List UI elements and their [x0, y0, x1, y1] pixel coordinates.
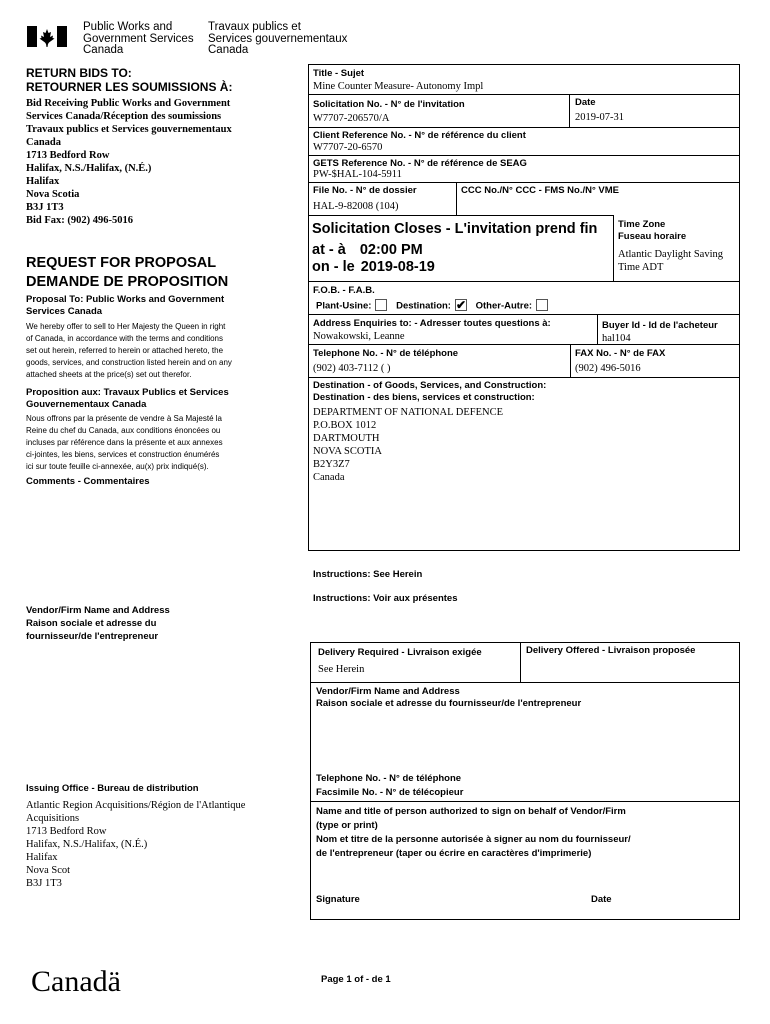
dept-name-en: Public Works and Government Services Canada	[83, 21, 194, 56]
dept-name-fr: Travaux publics et Services gouvernementaux Canada	[208, 21, 348, 56]
canada-flag-icon	[27, 26, 67, 47]
gets-label: GETS Reference No. - N° de référence de SEAG	[313, 158, 527, 169]
gets-value: PW-$HAL-104-5911	[313, 169, 402, 180]
proposal-to-label: Proposal To: Public Works and Government Services Canada	[26, 294, 225, 317]
destination-label: Destination - of Goods, Services, and Construction: Destination - des biens, services et construction:	[313, 380, 547, 403]
closes-time-value: 02:00 PM	[359, 242, 423, 258]
file-value: HAL-9-82008 (104)	[313, 201, 399, 212]
phone-value: (902) 403-7112 ( )	[313, 363, 391, 374]
other-checkbox[interactable]	[536, 299, 548, 311]
proposal-to-text: We hereby offer to sell to Her Majesty the Queen in right of Canada, in accordance with the terms and conditions set out herein, referred to herein or attached hereto, the goods, services, and construction listed herein and on any attached sheets at the price(s) set out therefor.	[26, 322, 232, 379]
vendor-left-label: Vendor/Firm Name and Address Raison sociale et adresse du fournisseur/de l'entrepreneur	[26, 605, 170, 642]
instructions-en: Instructions: See Herein	[313, 569, 423, 580]
delivery-required-value: See Herein	[318, 664, 365, 675]
plant-checkbox[interactable]	[375, 299, 387, 311]
title-label: Title - Sujet	[313, 68, 365, 79]
date-label: Date	[575, 97, 596, 108]
date-value: 2019-07-31	[575, 112, 624, 123]
delivery-required-label: Delivery Required - Livraison exigée	[318, 647, 482, 658]
destination-checkbox[interactable]: ✔	[455, 298, 467, 312]
timezone-value: Atlantic Daylight Saving Time ADT	[618, 249, 723, 273]
return-bids-title: RETURN BIDS TO: RETOURNER LES SOUMISSIONS À:	[26, 66, 233, 94]
fax-value: (902) 496-5016	[575, 363, 641, 374]
address-enquiries-label: Address Enquiries to: - Adresser toutes questions à:	[313, 318, 551, 329]
solicitation-label: Solicitation No. - N° de l'invitation	[313, 99, 465, 110]
closes-on: on - le 2019-08-19	[312, 259, 435, 275]
destination-value: DEPARTMENT OF NATIONAL DEFENCE P.O.BOX 1012 DARTMOUTH NOVA SCOTIA B2Y3Z7 Canada	[313, 407, 504, 483]
closes-date-value: 2019-08-19	[360, 259, 435, 275]
fob-options: Plant-Usine: Destination: ✔ Other-Autre:	[316, 300, 554, 313]
vendor-name-label: Vendor/Firm Name and Address Raison sociale et adresse du fournisseur/de l'entrepreneur	[316, 686, 582, 709]
canada-wordmark: Canadä	[31, 965, 121, 998]
issuing-office-label: Issuing Office - Bureau de distribution	[26, 783, 199, 794]
proposition-text: Nous offrons par la présente de vendre à Sa Majesté la Reine du chef du Canada, aux conditions énoncées ou incluses par référence dans la présente et aux annexes ci-jointes, les biens, services et construction énumérés ici sur toute feuille ci-annexée, au(x) prix indiqué(s).	[26, 414, 223, 471]
authorized-person-label: Name and title of person authorized to sign on behalf of Vendor/Firm (type or print) Nom et titre de la personne autorisée à signer au nom du fournisseur/ de l'entrepreneur (taper ou écrire en caractères d'imprimerie)	[316, 806, 631, 859]
comments-label: Comments - Commentaires	[26, 476, 150, 487]
issuing-office-address: Atlantic Region Acquisitions/Région de l'Atlantique Acquisitions 1713 Bedford Row Halifax, N.S./Halifax, (N.É.) Halifax Nova Scot B3J 1T3	[26, 800, 246, 889]
buyer-id-label: Buyer Id - Id de l'acheteur	[602, 320, 718, 331]
client-ref-label: Client Reference No. - N° de référence du client	[313, 130, 526, 141]
signature-label: Signature	[316, 894, 360, 905]
closes-at: at - à 02:00 PM	[312, 242, 423, 258]
delivery-offered-label: Delivery Offered - Livraison proposée	[526, 645, 696, 656]
client-ref-value: W7707-20-6570	[313, 142, 383, 153]
rfp-title: REQUEST FOR PROPOSAL DEMANDE DE PROPOSITION	[26, 255, 229, 290]
proposition-label: Proposition aux: Travaux Publics et Services Gouvernementaux Canada	[26, 387, 229, 410]
title-value: Mine Counter Measure- Autonomy Impl	[313, 81, 484, 92]
timezone-label: Time Zone Fuseau horaire	[618, 219, 687, 242]
closes-title: Solicitation Closes - L'invitation prend fin	[312, 221, 598, 237]
fax-label: FAX No. - N° de FAX	[575, 348, 666, 359]
ccc-label: CCC No./N° CCC - FMS No./N° VME	[461, 185, 620, 196]
address-enquiries-value: Nowakowski, Leanne	[313, 331, 405, 342]
vendor-phone-label: Telephone No. - N° de téléphone Facsimile No. - N° de télécopieur	[316, 773, 464, 798]
page-number: Page 1 of - de 1	[321, 974, 391, 985]
file-label: File No. - N° de dossier	[313, 185, 417, 196]
buyer-id-value: hal104	[602, 333, 631, 344]
phone-label: Telephone No. - N° de téléphone	[313, 348, 459, 359]
return-bids-address: Bid Receiving Public Works and Government Services Canada/Réception des soumissions Travaux publics et Services gouvernementaux Canada 1713 Bedford Row Halifax, N.S./Halifax, (N.É.) Halifax Nova Scotia B3J 1T3 Bid Fax: (902) 496-5016	[26, 98, 232, 226]
solicitation-value: W7707-206570/A	[313, 113, 390, 124]
instructions-fr: Instructions: Voir aux présentes	[313, 593, 458, 604]
fob-label: F.O.B. - F.A.B.	[313, 285, 375, 296]
signature-date-label: Date	[591, 894, 612, 905]
